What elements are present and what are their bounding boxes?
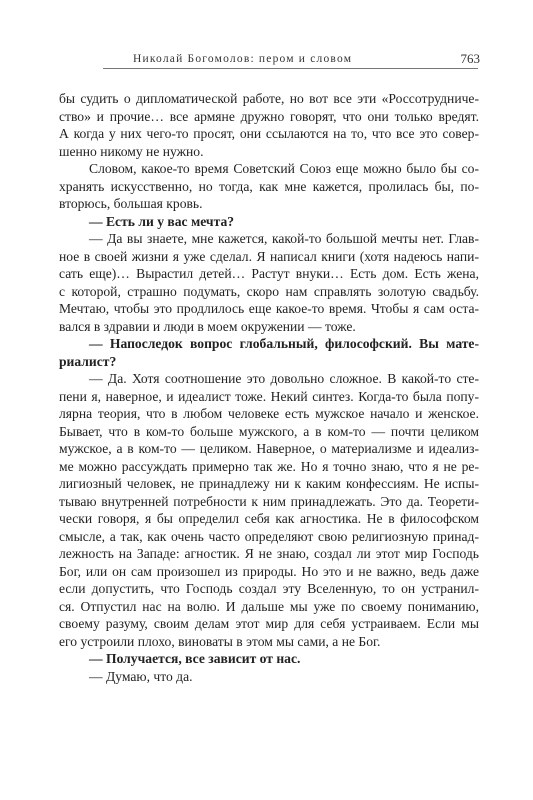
text-line: хранять искусственно, но тогда, как мне кажется, пролилась бы, по-	[59, 178, 479, 194]
text-line: вторюсь, большая кровь.	[59, 196, 203, 211]
text-line: Бог, или он сам произошел из природы. Но это и не важно, ведь даже	[59, 563, 479, 579]
interview-question-line: риалист?	[59, 353, 117, 369]
text-line: ство» и прочие… все армяне дружно говорят, что они только вредят.	[59, 108, 479, 124]
text-line: его устроили плохо, виноваты в этом мы сами, а не Бог.	[59, 633, 381, 649]
text-line: тываю внутренней потребности к ним принадлежать. Это да. Теорети-	[59, 493, 479, 509]
text-line: ся. Отпустил нас на волю. И дальше мы уже по своему пониманию,	[59, 598, 479, 614]
text-line: — Думаю, что да.	[89, 668, 193, 684]
text-line: пени я, наверное, и идеалист тоже. Некий синтез. Когда-то была попу-	[59, 388, 479, 404]
text-line: чески говоря, я бы определил себя как агностика. Не в философском	[59, 511, 479, 526]
body-text	[59, 90, 479, 685]
page-number: 763	[460, 51, 480, 66]
interview-question-line: — Напоследок вопрос глобальный, философский. Вы мате-	[89, 336, 479, 351]
text-line: лигиозный человек, не принадлежу ни к каким конфессиям. Не испы-	[59, 476, 479, 491]
text-line: вался в здравии и люди в моем окружении — тоже.	[59, 318, 356, 334]
text-line: своему разуму, своим делам этот мир для себя устраиваем. Если мы	[59, 616, 479, 631]
text-line: — Да вы знаете, мне кажется, какой-то большой мечты нет. Глав-	[89, 231, 479, 246]
text-line: если допустить, что Господь создал эту Вселенную, то он устранил-	[59, 581, 479, 596]
text-line: ме можно рассуждать примерно так же. Но я точно знаю, что я не ре-	[59, 458, 479, 474]
interview-question-line: — Есть ли у вас мечта?	[89, 213, 235, 229]
running-header	[103, 47, 478, 69]
text-line: А когда у них чего-то просят, они ссылаются на то, что все это совер-	[59, 126, 479, 141]
text-line: лярна теория, что в любом человеке есть мужское начало и женское.	[59, 406, 479, 421]
text-line: с которой, страшно подумать, скоро нам справлять золотую свадьбу.	[59, 283, 479, 299]
text-line: ное в своей жизни я уже сделал. Я написал книги (хотя надеюсь напи-	[59, 248, 479, 264]
text-line: мужское, а в ком-то — целиком. Наверное, о материализме и идеализ-	[59, 441, 479, 456]
text-line: — Да. Хотя соотношение это довольно сложное. В какой-то сте-	[89, 371, 479, 386]
text-line: шенно никому не нужно.	[59, 143, 204, 159]
text-line: лежность на Западе: агностик. Я не знаю, создал ли этот мир Господь	[59, 546, 479, 561]
text-line: бы судить о дипломатической работе, но вот все эти «Россотрудниче-	[59, 91, 479, 106]
interview-question-line: — Получается, все зависит от нас.	[89, 651, 301, 666]
text-line: Бывает, что в ком-то больше мужского, а в ком-то — почти целиком	[59, 423, 479, 439]
header-rule	[103, 68, 478, 69]
text-line: Словом, какое-то время Советский Союз еще можно было бы со-	[89, 161, 479, 176]
text-line: Мечтаю, чтобы это продлилось еще какое-то время. Чтобы я сам оста-	[59, 301, 479, 316]
text-line: смысле, а так, как очень часто определяют свою религиозную принад-	[59, 528, 479, 544]
running-header-title: Николай Богомолов: пером и словом	[133, 53, 353, 65]
text-line: сать еще)… Вырастил детей… Растут внуки… Есть дом. Есть жена,	[59, 266, 479, 281]
